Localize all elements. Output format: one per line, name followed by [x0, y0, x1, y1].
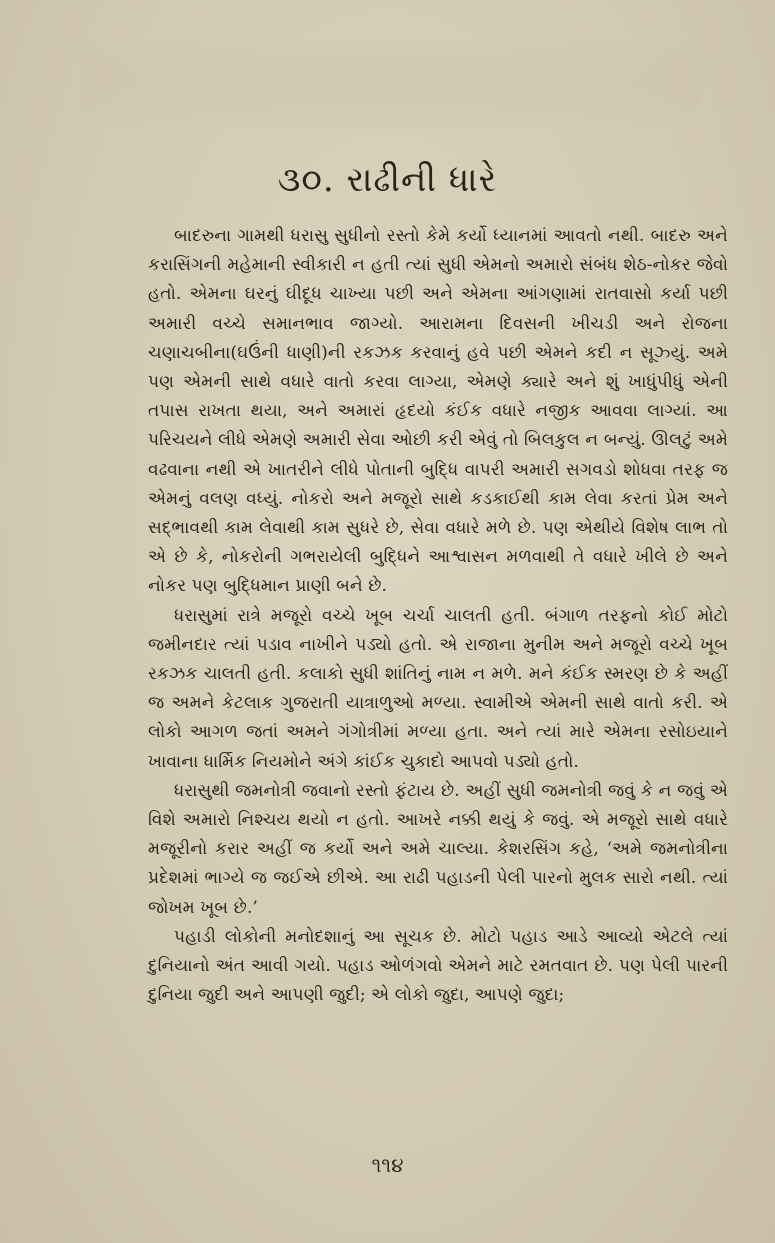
- paragraph-3: ધરાસુથી જમનોત્રી જવાનો રસ્તો ફંટાય છે. અહીં સુધી જમનોત્રી જવું કે ન જવું એ વિશે અમારો નિશ્ચય થયો ન હતો. આખરે નક્કી થયું કે જવું. એ મજૂરો સાથે વધારે મજૂરીનો કરાર અહીં જ કર્યો અને અમે ચાલ્યા. કેશરસિંગ કહે, ‘અમે જમનોત્રીના પ્રદેશમાં ભાગ્યે જ જઈએ છીએ. આ રાઢી પહાડની પેલી પારનો મુલક સારો નથી. ત્યાં જોખમ ખૂબ છે.’: [148, 780, 728, 918]
- page-body: [148, 222, 728, 1010]
- chapter-title: ૩૦. રાઢીની ધારે: [277, 160, 498, 200]
- paragraph-4: પહાડી લોકોની મનોદશાનું આ સૂચક છે. મોટો પહાડ આડે આવ્યો એટલે ત્યાં દુનિયાનો અંત આવી ગયો. પહાડ ઓળંગવો એમને માટે રમતવાત છે. પણ પેલી પારની દુનિયા જુદી અને આપણી જુદી; એ લોકો જુદા, આપણે જુદા;: [148, 926, 728, 1006]
- page-number: ૧૧૪: [371, 1153, 404, 1177]
- paragraph-2: ધરાસુમાં રાત્રે મજૂરો વચ્ચે ખૂબ ચર્ચા ચાલતી હતી. બંગાળ તરફનો કોઈ મોટો જમીનદાર ત્યાં પડાવ નાખીને પડ્યો હતો. એ રાજાના મુનીમ અને મજૂરો વચ્ચે ખૂબ રકઝક ચાલતી હતી. કલાકો સુધી શાંતિનું નામ ન મળે. મને કંઈક સ્મરણ છે કે અહીં જ અમને કેટલાક ગુજરાતી યાત્રાળુઓ મળ્યા. સ્વામીએ એમની સાથે વાતો કરી. એ લોકો આગળ જતાં અમને ગંગોત્રીમાં મળ્યા હતા. અને ત્યાં મારે એમના રસોઇયાને ખાવાના ધાર્મિક નિયમોને અંગે કાંઈક ચુકાદો આપવો પડ્યો હતો.: [148, 605, 728, 772]
- page-stain: [80, 40, 700, 130]
- paragraph-1: બાદરુના ગામથી ધરાસુ સુધીનો રસ્તો કેમે કર્યો ધ્યાનમાં આવતો નથી. બાદરુ અને કરાસિંગની મહેમાની સ્વીકારી ન હતી ત્યાં સુધી એમનો અમારો સંબંધ શેઠ-નોકર જેવો હતો. એમના ઘરનું ઘીદૂધ ચાખ્યા પછી અને એમના આંગણામાં રાતવાસો કર્યા પછી અમારી વચ્ચે સમાનભાવ જાગ્યો. આરામના દિવસની ખીચડી અને રોજના ચણાચબીના(ઘઉંની ધાણી)ની રકઝક કરવાનું હવે પછી એમને કદી ન સૂઝ્યું. અમે પણ એમની સાથે વધારે વાતો કરવા લાગ્યા, એમણે ક્યારે અને શું ખાધુંપીધું એની તપાસ રાખતા થયા, અને અમારાં હૃદયો કંઈક વધારે નજીક આવવા લાગ્યાં. આ પરિચયને લીધે એમણે અમારી સેવા ઓછી કરી એવું તો બિલકુલ ન બન્યું. ઊલટું અમે વઢવાના નથી એ ખાતરીને લીધે પોતાની બુદ્ધિ વાપરી અમારી સગવડો શોધવા તરફ જ એમનું વલણ વધ્યું. નોકરો અને મજૂરો સાથે કડકાઈથી કામ લેવા કરતાં પ્રેમ અને સદ્ભાવથી કામ લેવાથી કામ સુધરે છે, સેવા વધારે મળે છે. પણ એથીયે વિશેષ લાભ તો એ છે કે, નોકરોની ગભરાયેલી બુદ્ધિને આશ્વાસન મળવાથી તે વધારે ખીલે છે અને નોકર પણ બુદ્ધિમાન પ્રાણી બને છે.: [148, 226, 728, 597]
